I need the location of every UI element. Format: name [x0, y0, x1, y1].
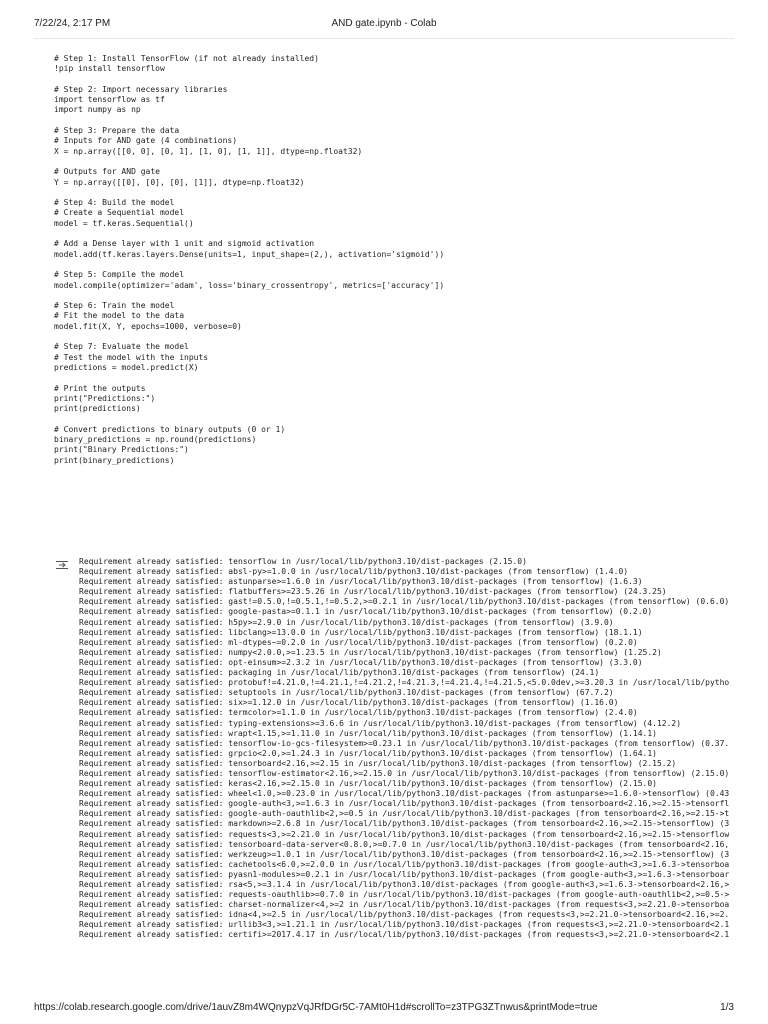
code-line: # Step 6: Train the model [54, 301, 175, 311]
output-line: Requirement already satisfied: astunparse>=1.6.0 in /usr/local/lib/python3.10/dist-packages (from tensorflow) (1.6.3) [79, 577, 643, 587]
output-line: Requirement already satisfied: packaging in /usr/local/lib/python3.10/dist-packages (from tensorflow) (24.1) [79, 668, 600, 678]
code-line: # Step 5: Compile the model [54, 270, 185, 280]
code-line [54, 75, 732, 85]
output-line: Requirement already satisfied: pyasn1-modules>=0.2.1 in /usr/local/lib/python3.10/dist-packages (from google-auth<3,>=1.6.3->tensorboar [79, 869, 730, 879]
output-line: Requirement already satisfied: google-pasta>=0.1.1 in /usr/local/lib/python3.10/dist-packages (from tensorflow) (0.2.0) [79, 607, 653, 617]
code-line: model = tf.keras.Sequential() [54, 218, 194, 228]
code-line: # Step 4: Build the model [54, 198, 175, 208]
output-line: Requirement already satisfied: protobuf!=4.21.0,!=4.21.1,!=4.21.2,!=4.21.3,!=4.21.4,!=4.21.5,<5.0.0dev,>=3.20.3 in /usr/local/lib/pytho [79, 678, 730, 688]
code-line [54, 116, 732, 126]
output-collapse-icon[interactable] [55, 557, 69, 567]
code-line: # Test the model with the inputs [54, 352, 209, 362]
output-line: Requirement already satisfied: ml-dtypes~=0.2.0 in /usr/local/lib/python3.10/dist-packages (from tensorflow) (0.2.0) [79, 637, 638, 647]
output-line: Requirement already satisfied: google-auth-oauthlib<2,>=0.5 in /usr/local/lib/python3.10/dist-packages (from tensorboard<2.16,>=2.15->t [79, 809, 730, 819]
output-line: Requirement already satisfied: werkzeug>=1.0.1 in /usr/local/lib/python3.10/dist-packages (from tensorboard<2.16,>=2.15->tensorflow) (3 [79, 849, 730, 859]
output-line: Requirement already satisfied: charset-normalizer<4,>=2 in /usr/local/lib/python3.10/dist-packages (from requests<3,>=2.21.0->tensorboa [79, 900, 730, 910]
output-line: Requirement already satisfied: h5py>=2.9.0 in /usr/local/lib/python3.10/dist-packages (from tensorflow) (3.9.0) [79, 617, 614, 627]
code-line: # Add a Dense layer with 1 unit and sigmoid activation [54, 239, 315, 249]
code-line: # Inputs for AND gate (4 combinations) [54, 136, 238, 146]
output-line: Requirement already satisfied: termcolor>=1.1.0 in /usr/local/lib/python3.10/dist-packages (from tensorflow) (2.4.0) [79, 708, 638, 718]
output-line: Requirement already satisfied: idna<4,>=2.5 in /usr/local/lib/python3.10/dist-packages (from requests<3,>=2.21.0->tensorboard<2.16,>=2. [79, 910, 730, 920]
code-line [54, 414, 732, 424]
output-line: Requirement already satisfied: setuptools in /usr/local/lib/python3.10/dist-packages (from tensorflow) (67.7.2) [79, 688, 614, 698]
code-line [54, 188, 732, 198]
output-line: Requirement already satisfied: cachetools<6.0,>=2.0.0 in /usr/local/lib/python3.10/dist-packages (from google-auth<3,>=1.6.3->tensorboa [79, 859, 730, 869]
print-footer [34, 1002, 734, 1016]
code-line: X = np.array([[0, 0], [0, 1], [1, 0], [1, 1]], dtype=np.float32) [54, 146, 363, 156]
output-line: Requirement already satisfied: tensorboard<2.16,>=2.15 in /usr/local/lib/python3.10/dist-packages (from tensorflow) (2.15.2) [79, 758, 677, 768]
output-line: Requirement already satisfied: wrapt<1.15,>=1.11.0 in /usr/local/lib/python3.10/dist-packages (from tensorflow) (1.14.1) [79, 728, 657, 738]
output-line: Requirement already satisfied: libclang>=13.0.0 in /usr/local/lib/python3.10/dist-packages (from tensorflow) (18.1.1) [79, 627, 643, 637]
code-line [54, 260, 732, 270]
print-header [34, 18, 734, 34]
output-line: Requirement already satisfied: tensorboard-data-server<0.8.0,>=0.7.0 in /usr/local/lib/python3.10/dist-packages (from tensorboard<2.16, [79, 839, 730, 849]
code-line: # Step 2: Import necessary libraries [54, 84, 228, 94]
code-line: # Convert predictions to binary outputs (0 or 1) [54, 424, 286, 434]
code-line: model.add(tf.keras.layers.Dense(units=1, input_shape=(2,), activation='sigmoid')) [54, 249, 445, 259]
code-line: print(predictions) [54, 404, 141, 414]
page-number: 1/3 [720, 1002, 734, 1013]
output-line: Requirement already satisfied: tensorflow-io-gcs-filesystem>=0.23.1 in /usr/local/lib/python3.10/dist-packages (from tensorflow) (0.37. [79, 738, 730, 748]
output-line: Requirement already satisfied: absl-py>=1.0.0 in /usr/local/lib/python3.10/dist-packages (from tensorflow) (1.4.0) [79, 567, 629, 577]
code-line [54, 229, 732, 239]
code-line: print("Binary Predictions:") [54, 445, 189, 455]
output-line: Requirement already satisfied: grpcio<2.0,>=1.24.3 in /usr/local/lib/python3.10/dist-packages (from tensorflow) (1.64.1) [79, 748, 657, 758]
output-line: Requirement already satisfied: six>=1.12.0 in /usr/local/lib/python3.10/dist-packages (from tensorflow) (1.16.0) [79, 698, 619, 708]
output-line: Requirement already satisfied: rsa<5,>=3.1.4 in /usr/local/lib/python3.10/dist-packages (from google-auth<3,>=1.6.3->tensorboard<2.16,> [79, 880, 730, 889]
output-line: Requirement already satisfied: numpy<2.0.0,>=1.23.5 in /usr/local/lib/python3.10/dist-packages (from tensorflow) (1.25.2) [79, 647, 662, 657]
output-line: Requirement already satisfied: requests<3,>=2.21.0 in /usr/local/lib/python3.10/dist-packages (from tensorboard<2.16,>=2.15->tensorflow [79, 829, 730, 839]
code-line: print(binary_predictions) [54, 455, 175, 465]
code-line [54, 332, 732, 342]
code-line [54, 291, 732, 301]
code-line: # Step 1: Install TensorFlow (if not already installed) [54, 54, 319, 63]
page-title: AND gate.ipynb - Colab [331, 18, 437, 29]
output-line: Requirement already satisfied: keras<2.16,>=2.15.0 in /usr/local/lib/python3.10/dist-packages (from tensorflow) (2.15.0) [79, 779, 657, 789]
code-line: # Step 3: Prepare the data [54, 126, 180, 136]
code-line: # Step 7: Evaluate the model [54, 342, 189, 352]
code-line: import numpy as np [54, 105, 141, 115]
code-line: model.fit(X, Y, epochs=1000, verbose=0) [54, 321, 242, 331]
code-line: # Outputs for AND gate [54, 167, 160, 177]
code-line: predictions = model.predict(X) [54, 362, 199, 372]
code-line: binary_predictions = np.round(predictions) [54, 434, 257, 444]
output-line: Requirement already satisfied: wheel<1.0,>=0.23.0 in /usr/local/lib/python3.10/dist-packages (from astunparse>=1.6.0->tensorflow) (0.43 [79, 789, 730, 799]
code-line: !pip install tensorflow [54, 64, 165, 74]
code-line: # Fit the model to the data [54, 311, 185, 321]
code-line [54, 157, 732, 167]
output-line: Requirement already satisfied: flatbuffers>=23.5.26 in /usr/local/lib/python3.10/dist-packages (from tensorflow) (24.3.25) [79, 587, 667, 597]
code-line: Y = np.array([[0], [0], [0], [1]], dtype=np.float32) [54, 177, 305, 187]
code-cell[interactable] [54, 54, 732, 466]
output-line: Requirement already satisfied: urllib3<3,>=1.21.1 in /usr/local/lib/python3.10/dist-packages (from requests<3,>=2.21.0->tensorboard<2.1 [79, 920, 730, 930]
output-line: Requirement already satisfied: google-auth<3,>=1.6.3 in /usr/local/lib/python3.10/dist-packages (from tensorboard<2.16,>=2.15->tensorfl [79, 799, 730, 809]
code-line: # Create a Sequential model [54, 208, 185, 218]
code-line [54, 373, 732, 383]
code-line: # Print the outputs [54, 383, 146, 393]
output-line: Requirement already satisfied: requests-oauthlib>=0.7.0 in /usr/local/lib/python3.10/dist-packages (from google-auth-oauthlib<2,>=0.5-> [79, 890, 730, 900]
code-line: print("Predictions:") [54, 393, 156, 403]
output-line: Requirement already satisfied: markdown>=2.6.8 in /usr/local/lib/python3.10/dist-packages (from tensorboard<2.16,>=2.15->tensorflow) (3 [79, 819, 730, 829]
code-line: import tensorflow as tf [54, 95, 165, 105]
output-line: Requirement already satisfied: certifi>=2017.4.17 in /usr/local/lib/python3.10/dist-packages (from requests<3,>=2.21.0->tensorboard<2.1 [79, 930, 730, 940]
output-line: Requirement already satisfied: tensorflow in /usr/local/lib/python3.10/dist-packages (2.15.0) [79, 557, 527, 566]
header-divider [34, 38, 734, 39]
output-line: Requirement already satisfied: opt-einsum>=2.3.2 in /usr/local/lib/python3.10/dist-packages (from tensorflow) (3.3.0) [79, 657, 643, 667]
code-line: model.compile(optimizer='adam', loss='binary_crossentropy', metrics=['accuracy']) [54, 280, 445, 290]
output-line: Requirement already satisfied: gast!=0.5.0,!=0.5.1,!=0.5.2,>=0.2.1 in /usr/local/lib/python3.10/dist-packages (from tensorflow) (0.6.0) [79, 597, 730, 607]
output-line: Requirement already satisfied: tensorflow-estimator<2.16,>=2.15.0 in /usr/local/lib/python3.10/dist-packages (from tensorflow) (2.15.0) [79, 768, 730, 778]
print-datetime: 7/22/24, 2:17 PM [34, 18, 111, 29]
output-line: Requirement already satisfied: typing-extensions>=3.6.6 in /usr/local/lib/python3.10/dist-packages (from tensorflow) (4.12.2) [79, 718, 682, 728]
cell-output [79, 557, 732, 941]
page-url[interactable]: https://colab.research.google.com/drive/1auvZ8m4WQnypzVqJRfDGr5C-7AMt0H1d#scrollTo=z3TPG3ZTnwus&printMode=true [34, 1002, 598, 1013]
